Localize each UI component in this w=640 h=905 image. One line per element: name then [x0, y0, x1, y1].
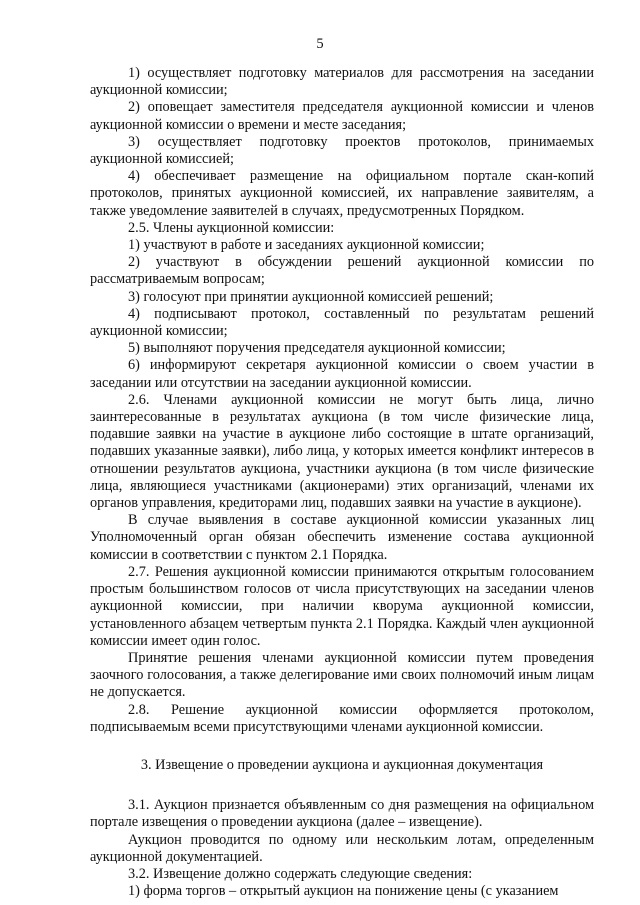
document-body [90, 65, 594, 900]
paragraph: 1) участвуют в работе и заседаниях аукционной комиссии; [128, 237, 485, 254]
paragraph: Принятие решения членами аукционной комиссии путем проведения заочного голосования, а также делегирование ими своих полномочий иным лицам не допускается. [90, 649, 594, 701]
paragraph: 3.1. Аукцион признается объявленным со дня размещения на официальном портале извещения о проведении аукциона (далее – извещение). [90, 797, 594, 831]
paragraph: 2.6. Членами аукционной комиссии не могут быть лица, лично заинтересованные в результатах аукциона (в том числе физические лица, подавшие заявки на участие в аукционе либо состоящие в штате организаций, подавших указанные заявки), либо лица, у которых имеется конфликт интересов в отношении результатов аукциона, участники аукциона (в том числе физические лица, являющиеся участниками (акционерами) этих организаций, членами их органов управления, кредиторами лиц, подавших заявки на участие в аукционе). [90, 391, 594, 512]
paragraph: 1) форма торгов – открытый аукцион на понижение цены (с указанием [128, 883, 559, 900]
paragraph: 2) участвуют в обсуждении решений аукционной комиссии по рассматриваемым вопросам; [90, 254, 594, 288]
clause-heading-2-5: 2.5. Члены аукционной комиссии: [128, 219, 335, 236]
paragraph: 3) голосуют при принятии аукционной комиссией решений; [128, 288, 494, 305]
paragraph: 4) обеспечивает размещение на официальном портале скан-копий протоколов, принятых аукционной комиссией, их направление заявителям, а также уведомление заявителей в случаях, предусмотренных Порядком. [90, 168, 594, 219]
page-number: 5 [316, 36, 324, 52]
paragraph: 5) выполняют поручения председателя аукционной комиссии; [128, 340, 506, 357]
paragraph: В случае выявления в составе аукционной комиссии указанных лиц Уполномоченный орган обязан обеспечить изменение состава аукционной комиссии в соответствии с пунктом 2.1 Порядка. [90, 512, 594, 563]
paragraph: 6) информируют секретаря аукционной комиссии о своем участии в заседании или отсутствии на заседании аукционной комиссии. [90, 357, 594, 391]
paragraph: 4) подписывают протокол, составленный по результатам решений аукционной комиссии; [90, 305, 594, 340]
paragraph: Аукцион проводится по одному или нескольким лотам, определенным аукционной документацией. [90, 831, 594, 865]
paragraph: 2.7. Решения аукционной комиссии принимаются открытым голосованием простым большинством голосов от числа присутствующих на заседании членов аукционной комиссии, при наличии кворума аукционной комиссии, установленного абзацем четвертым пункта 2.1 Порядка. Каждый член аукционной комиссии имеет один голос. [90, 563, 594, 649]
paragraph: 3) осуществляет подготовку проектов протоколов, принимаемых аукционной комиссией; [90, 133, 594, 168]
section-title: 3. Извещение о проведении аукциона и аукционная документация [140, 756, 544, 773]
paragraph: 2.8. Решение аукционной комиссии оформляется протоколом, подписываемым всеми присутствующими членами аукционной комиссии. [90, 701, 594, 735]
paragraph: 1) осуществляет подготовку материалов для рассмотрения на заседании аукционной комиссии; [90, 65, 594, 99]
paragraph: 3.2. Извещение должно содержать следующие сведения: [128, 865, 473, 882]
paragraph: 2) оповещает заместителя председателя аукционной комиссии и членов аукционной комиссии о времени и месте заседания; [90, 99, 594, 133]
